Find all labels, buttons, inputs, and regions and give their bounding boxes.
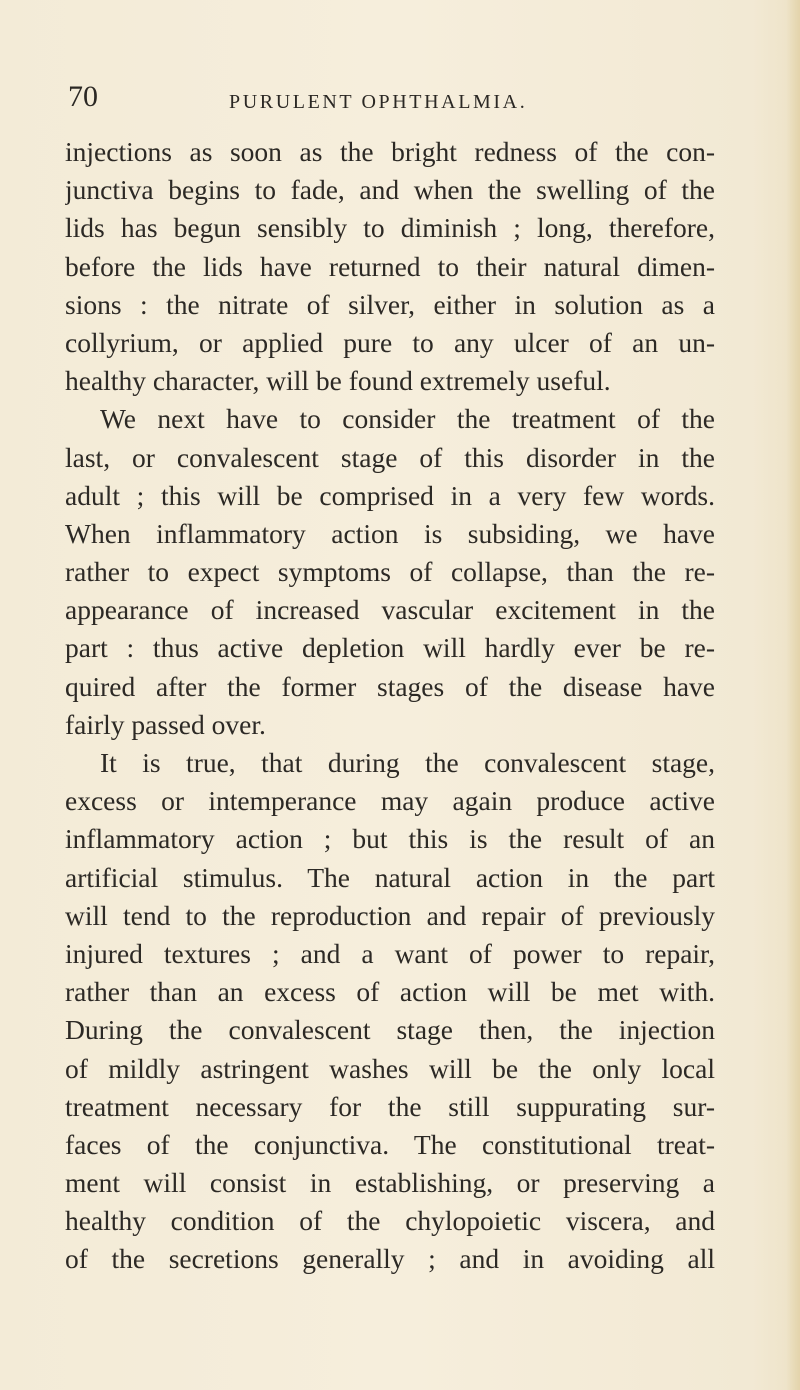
text-line: fairly passed over. (65, 708, 266, 740)
text-line: inflammatory action ; but this is the result of an (65, 823, 715, 855)
text-line: healthy condition of the chylopoietic viscera, and (65, 1205, 715, 1237)
text-line: excess or intemperance may again produce active (65, 785, 715, 817)
text-line: part : thus active depletion will hardly ever be re- (65, 632, 715, 664)
text-line: rather to expect symptoms of collapse, than the re- (65, 556, 715, 588)
page-number: 70 (68, 80, 98, 113)
text-line: During the convalescent stage then, the injection (65, 1014, 715, 1046)
text-line: It is true, that during the convalescent stage, (100, 747, 715, 778)
page-edge-shadow (786, 0, 800, 1390)
text-line: of mildly astringent washes will be the only local (65, 1052, 715, 1084)
text-line: ment will consist in establishing, or preserving a (65, 1167, 715, 1199)
text-line: treatment necessary for the still suppurating sur- (65, 1090, 715, 1122)
text-line: artificial stimulus. The natural action in the part (65, 861, 715, 893)
text-line: before the lids have returned to their natural dimen- (65, 250, 715, 282)
text-line: appearance of increased vascular excitement in the (65, 594, 715, 626)
text-line: healthy character, will be found extremely useful. (65, 365, 611, 397)
text-line: junctiva begins to fade, and when the swelling of the (65, 174, 715, 206)
text-line: injections as soon as the bright redness of the con- (65, 136, 715, 167)
page-header (0, 80, 800, 120)
text-line: quired after the former stages of the disease have (65, 670, 715, 702)
text-line: sions : the nitrate of silver, either in solution as a (65, 288, 715, 320)
body-text (65, 133, 715, 1279)
text-line: adult ; this will be comprised in a very few words. (65, 479, 715, 511)
running-title: PURULENT OPHTHALMIA. (229, 91, 528, 113)
text-line: rather than an excess of action will be met with. (65, 976, 715, 1008)
text-line: of the secretions generally ; and in avoiding all (65, 1243, 715, 1275)
text-line: collyrium, or applied pure to any ulcer of an un- (65, 326, 715, 358)
text-line: will tend to the reproduction and repair of previously (65, 899, 715, 931)
text-line: faces of the conjunctiva. The constitutional treat- (65, 1128, 715, 1160)
text-line: lids has begun sensibly to diminish ; long, therefore, (65, 212, 715, 244)
text-line: We next have to consider the treatment of the (100, 403, 715, 435)
text-line: When inflammatory action is subsiding, we have (65, 517, 715, 549)
text-line: injured textures ; and a want of power to repair, (65, 937, 715, 969)
text-line: last, or convalescent stage of this disorder in the (65, 441, 715, 473)
